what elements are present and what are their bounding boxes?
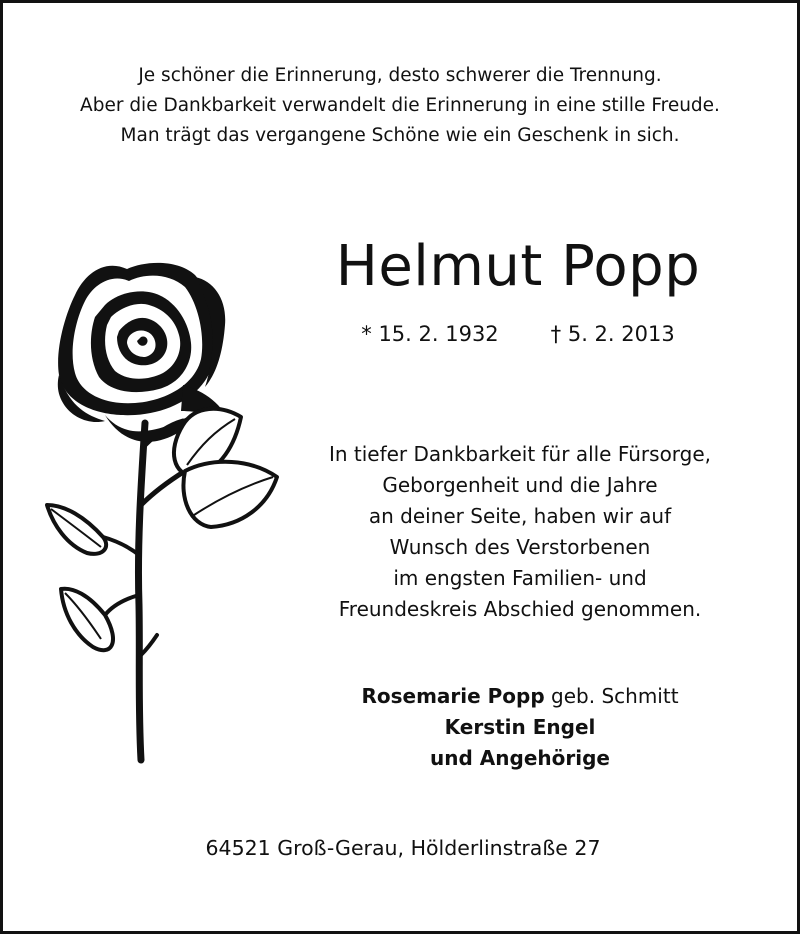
message-line-4: Wunsch des Verstorbenen xyxy=(389,535,651,559)
message-line-1: In tiefer Dankbarkeit für alle Fürsorge, xyxy=(328,442,712,466)
message-line-6: Freundeskreis Abschied genommen. xyxy=(338,597,702,621)
signer-3 xyxy=(303,743,737,774)
motto-line-3: Man trägt das vergangene Schöne wie ein Geschenk in sich. xyxy=(120,125,680,146)
rose-icon xyxy=(45,255,281,765)
message-line-3: an deiner Seite, haben wir auf xyxy=(368,504,672,528)
address-text: 64521 Groß-Gerau, Hölderlinstraße 27 xyxy=(205,836,601,860)
signer-1-maiden-name: geb. Schmitt xyxy=(551,684,679,708)
motto-line-2: Aber die Dankbarkeit verwandelt die Erinnerung in eine stille Freude. xyxy=(80,95,720,116)
signers-block xyxy=(303,681,737,774)
signer-3-name: und Angehörige xyxy=(430,746,610,770)
message-line-5: im engsten Familien- und xyxy=(393,566,647,590)
signer-1-name: Rosemarie Popp xyxy=(361,684,545,708)
message-text xyxy=(293,439,747,625)
deceased-name: Helmut Popp xyxy=(335,234,701,299)
address-line xyxy=(3,833,797,863)
signer-2-name: Kerstin Engel xyxy=(444,715,596,739)
life-dates xyxy=(313,319,723,349)
birth-date: * 15. 2. 1932 xyxy=(361,322,499,346)
message-line-2: Geborgenheit und die Jahre xyxy=(382,473,658,497)
signer-2 xyxy=(303,712,737,743)
death-date: † 5. 2. 2013 xyxy=(550,322,675,346)
signer-1 xyxy=(303,681,737,712)
motto-quote xyxy=(3,61,797,151)
motto-line-1: Je schöner die Erinnerung, desto schwerer die Trennung. xyxy=(138,65,662,86)
